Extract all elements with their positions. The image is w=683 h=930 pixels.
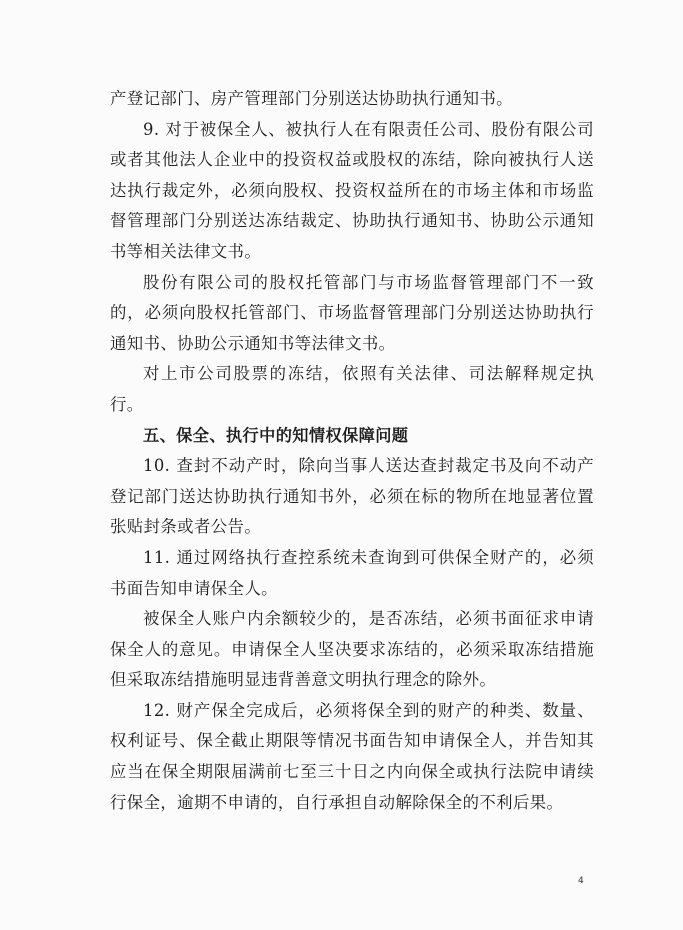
paragraph-item-10: 10. 查封不动产时，除向当事人送达查封裁定书及向不动产登记部门送达协助执行通知书外，必须在标的物所在地显著位置张贴封条或者公告。 xyxy=(110,456,594,537)
paragraph-item-12: 12. 财产保全完成后，必须将保全到的财产的种类、数量、权利证号、保全截止期限等情况书面告知申请保全人，并告知其应当在保全期限届满前七至三十日之内向保全或执行法院申请续行保全，逾期不申请的，自行承担自动解除保全的不利后果。 xyxy=(110,700,594,812)
paragraph-listed-stock: 对上市公司股票的冻结，依照有关法律、司法解释规定执行。 xyxy=(110,364,594,414)
paragraph-equity-custody: 股份有限公司的股权托管部门与市场监督管理部门不一致的，必须向股权托管部门、市场监督管理部门分别送达协助执行通知书、协助公示通知书等法律文书。 xyxy=(110,272,594,353)
paragraph-item-11: 11. 通过网络执行查控系统未查询到可供保全财产的，必须书面告知申请保全人。 xyxy=(110,547,594,598)
section-heading: 五、保全、执行中的知情权保障问题 xyxy=(143,425,409,445)
paragraph-item-9: 9. 对于被保全人、被执行人在有限责任公司、股份有限公司或者其他法人企业中的投资权益或股权的冻结，除向被执行人送达执行裁定外，必须向股权、投资权益所在的市场主体和市场监督管理部门分别送达冻结裁定、协助执行通知书、协助公示通知书等相关法律文书。 xyxy=(110,119,594,261)
paragraph-continuation: 产登记部门、房产管理部门分别送达协助执行通知书。 xyxy=(110,89,513,108)
paragraph-low-balance: 被保全人账户内余额较少的，是否冻结，必须书面征求申请保全人的意见。申请保全人坚决要求冻结的，必须采取冻结措施但采取冻结措施明显违背善意文明执行理念的除外。 xyxy=(110,609,594,690)
body-text xyxy=(110,84,594,818)
page-number: 4 xyxy=(578,876,584,886)
